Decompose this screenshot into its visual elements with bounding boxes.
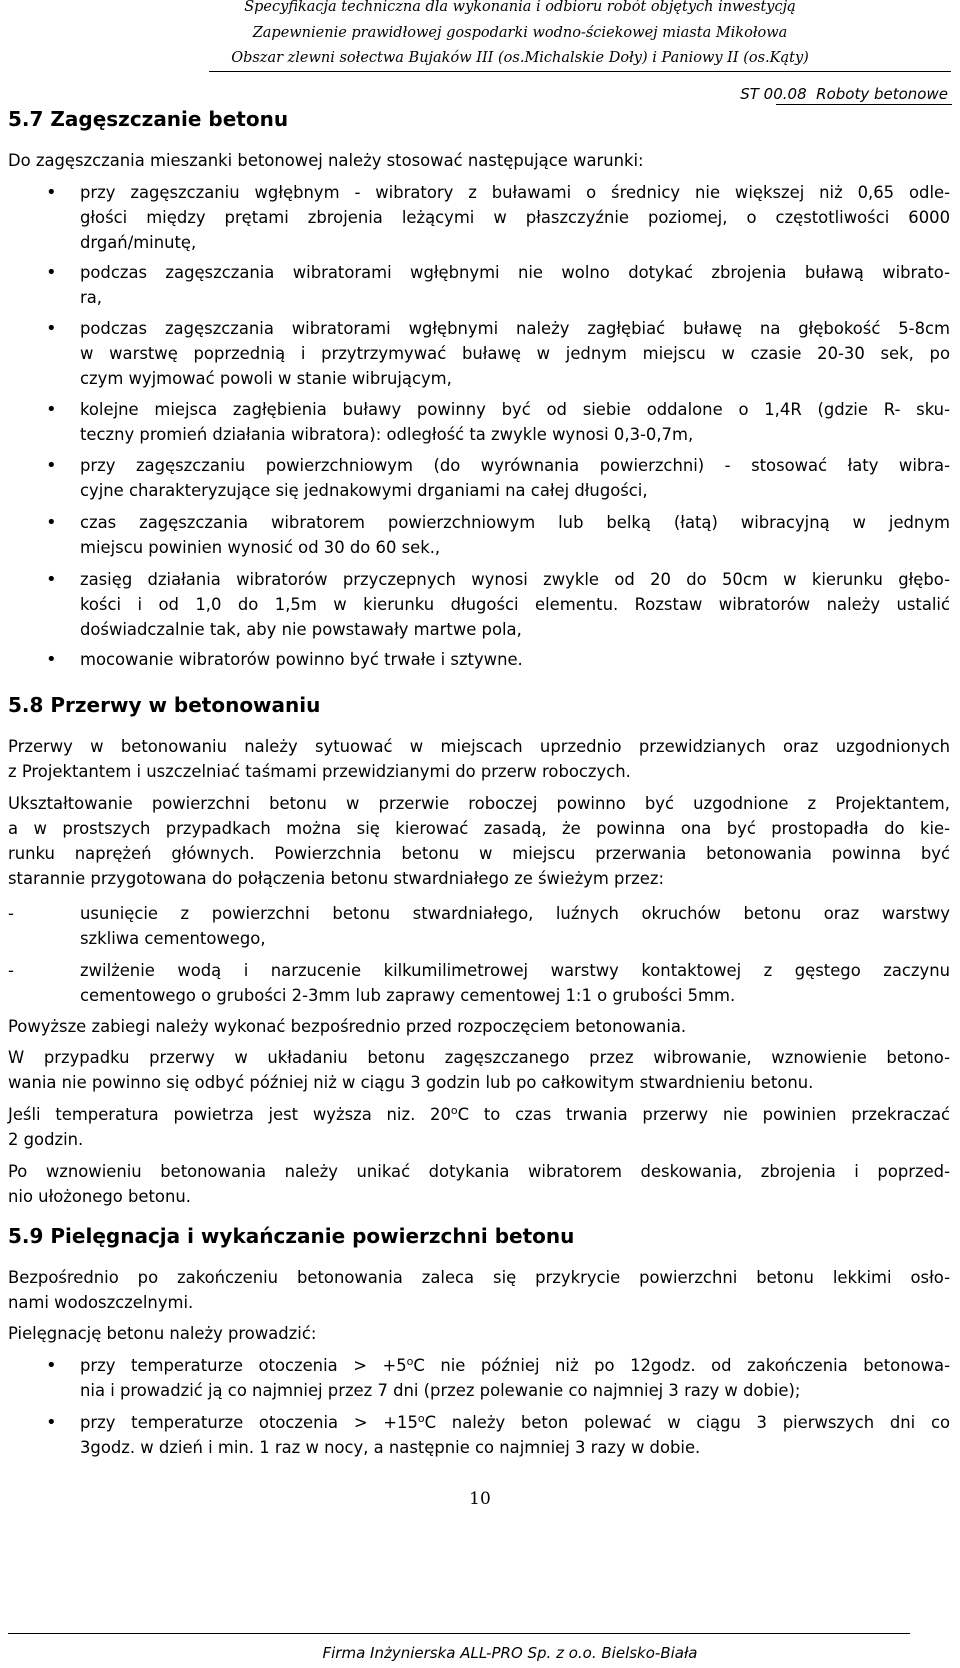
heading-5-9: 5.9 Pielęgnacja i wykańczanie powierzchni betonu [8,1224,575,1248]
degree-sup: o [450,1104,458,1117]
text: C to czas trwania przerwy nie powinien przekraczać [457,1105,951,1124]
bullet: • [46,455,57,476]
line: podczas zagęszczania wibratorami wgłębnymi nie wolno dotykać zbrojenia buławą wibrato- [80,263,950,282]
dash-marker: - [8,961,14,980]
line: runku naprężeń głównych. Powierzchnia betonu w miejscu przerwania betonowania powinna być [8,844,950,863]
line: zwilżenie wodą i narzucenie kilkumilimetrowej warstwy kontaktowej z gęstego zaczynu [80,961,950,980]
bullet: • [46,1412,57,1433]
bullet-item-5-9-1 [80,1353,950,1403]
line: zasięg działania wibratorów przyczepnych wynosi zwykle od 20 do 50cm w kierunku głębo- [80,570,950,589]
line: kolejne miejsca zagłębienia buławy powinny być od siebie oddalone o 1,4R (gdzie R- sku- [80,400,950,419]
bullet: • [46,399,57,420]
paragraph-intro: Do zagęszczania mieszanki betonowej należy stosować następujące warunki: [8,151,644,170]
line: czas zagęszczania wibratorem powierzchniowym lub belką (łatą) wibracyjną w jednym [80,513,950,532]
paragraph-5-8-5 [8,1102,950,1152]
line: przy zagęszczaniu powierzchniowym (do wyrównania powierzchni) - stosować łaty wibra- [80,456,950,475]
paragraph-5-8-1 [8,734,950,784]
line [80,1353,950,1378]
bullet-item-5-7-1 [80,180,950,255]
line: teczny promień działania wibratora): odległość ta zwykle wynosi 0,3-0,7m, [80,425,694,444]
line: wania nie powinno się odbyć później niż w ciągu 3 godzin lub po całkowitym stwardnieniu betonu. [8,1073,814,1092]
bullet-item-5-7-4 [80,397,950,447]
bullet: • [46,512,57,533]
page-number: 10 [469,1489,491,1509]
bullet: • [46,569,57,590]
paragraph-5-9-1 [8,1265,950,1315]
bullet-item-5-9-2 [80,1410,950,1460]
line: Przerwy w betonowaniu należy sytuować w miejscach uprzednio przewidzianych oraz uzgodnionych [8,737,950,756]
line: cementowego o grubości 2-3mm lub zaprawy cementowej 1:1 o grubości 5mm. [80,986,736,1005]
paragraph-5-8-6 [8,1159,950,1209]
bullet-item-5-7-3 [80,316,950,391]
line: ra, [80,288,102,307]
line: nia i prowadzić ją co najmniej przez 7 dni (przez polewanie co najmniej 3 razy w dobie); [80,1381,801,1400]
text: C nie później niż po 12godz. od zakończenia betonowa- [413,1356,950,1375]
line: starannie przygotowana do połączenia betonu stwardniałego ze świeżym przez: [8,869,665,888]
bullet-item-5-7-5 [80,453,950,503]
paragraph-5-8-3: Powyższe zabiegi należy wykonać bezpośrednio przed rozpoczęciem betonowania. [8,1017,687,1036]
bullet: • [46,318,57,339]
heading-5-8: 5.8 Przerwy w betonowaniu [8,693,321,717]
line: W przypadku przerwy w układaniu betonu zagęszczanego przez wibrowanie, wznowienie betono- [8,1048,950,1067]
line: doświadczalnie tak, aby nie powstawały martwe pola, [80,620,522,639]
line: podczas zagęszczania wibratorami wgłębnymi należy zagłębiać buławę na głębokość 5-8cm [80,319,950,338]
line: nami wodoszczelnymi. [8,1293,194,1312]
line [8,1102,950,1127]
paragraph-5-8-2 [8,791,950,891]
section-code: ST 00.08 [740,85,807,103]
dash-item-2 [80,958,950,1008]
line: z Projektantem i uszczelniać taśmami przewidzianymi do przerw roboczych. [8,762,631,781]
line: mocowanie wibratorów powinno być trwałe i sztywne. [80,650,523,669]
line: cyjne charakteryzujące się jednakowymi drganiami na całej długości, [80,481,648,500]
line: Po wznowieniu betonowania należy unikać dotykania wibratorem deskowania, zbrojenia i poprzed- [8,1162,950,1181]
paragraph-5-8-4 [8,1045,950,1095]
text: Jeśli temperatura powietrza jest wyższa niz. 20 [8,1105,451,1124]
line [80,1410,950,1435]
bullet-item-5-7-6 [80,510,950,560]
degree-sup: o [417,1412,425,1425]
line: Bezpośrednio po zakończeniu betonowania zaleca się przykrycie powierzchni betonu lekkimi osło- [8,1268,950,1287]
line: usunięcie z powierzchni betonu stwardniałego, luźnych okruchów betonu oraz warstwy [80,904,950,923]
line: miejscu powinien wynosić od 30 do 60 sek., [80,538,441,557]
line: drgań/minutę, [80,233,197,252]
text: przy temperaturze otoczenia > +15 [80,1413,418,1432]
header-section-rule [776,104,952,105]
line: szkliwa cementowego, [80,929,266,948]
header-line-2: Zapewnienie prawidłowej gospodarki wodno-ściekowej miasta Mikołowa [252,25,788,41]
bullet: • [46,1355,57,1376]
dash-item-1 [80,901,950,951]
line: nio ułożonego betonu. [8,1187,191,1206]
section-name: Roboty betonowe [816,85,948,103]
degree-sup: o [406,1355,414,1368]
line: w warstwę poprzednią i przytrzymywać buławę w jednym miejscu w czasie 20-30 sek, po [80,344,950,363]
header-line-1: Specyfikacja techniczna dla wykonania i odbioru robót objętych inwestycją [244,0,796,15]
line: głości między prętami zbrojenia leżącymi w płaszczyźnie poziomej, o częstotliwości 6000 [80,208,950,227]
bullet: • [46,262,57,283]
text: C należy beton polewać w ciągu 3 pierwszych dni co [424,1413,950,1432]
heading-5-7: 5.7 Zagęszczanie betonu [8,107,289,131]
header-rule [209,71,951,72]
header-section-label [740,84,948,104]
line: kości i od 1,0 do 1,5m w kierunku długości elementu. Rozstaw wibratorów należy ustalić [80,595,950,614]
bullet: • [46,182,57,203]
line: przy zagęszczaniu wgłębnym - wibratory z buławami o średnicy nie większej niż 0,65 odle- [80,183,950,202]
paragraph-5-9-2: Pielęgnację betonu należy prowadzić: [8,1324,317,1343]
header-line-3: Obszar zlewni sołectwa Bujaków III (os.Michalskie Doły) i Paniowy II (os.Kąty) [231,50,809,66]
line: 2 godzin. [8,1130,84,1149]
text: przy temperaturze otoczenia > +5 [80,1356,407,1375]
footer-company: Firma Inżynierska ALL-PRO Sp. z o.o. Bielsko-Biała [322,1644,698,1662]
line: 3godz. w dzień i min. 1 raz w nocy, a następnie co najmniej 3 razy w dobie. [80,1438,701,1457]
bullet-item-5-7-7 [80,567,950,642]
footer-rule [8,1633,910,1634]
line: czym wyjmować powoli w stanie wibrującym, [80,369,452,388]
bullet-item-5-7-2 [80,260,950,310]
bullet-item-5-7-8 [80,647,950,672]
dash-marker: - [8,904,14,923]
bullet: • [46,649,57,670]
line: Ukształtowanie powierzchni betonu w przerwie roboczej powinno być uzgodnione z Projektantem, [8,794,950,813]
line: a w prostszych przypadkach można się kierować zasadą, że powinna ona być prostopadła do kie- [8,819,950,838]
